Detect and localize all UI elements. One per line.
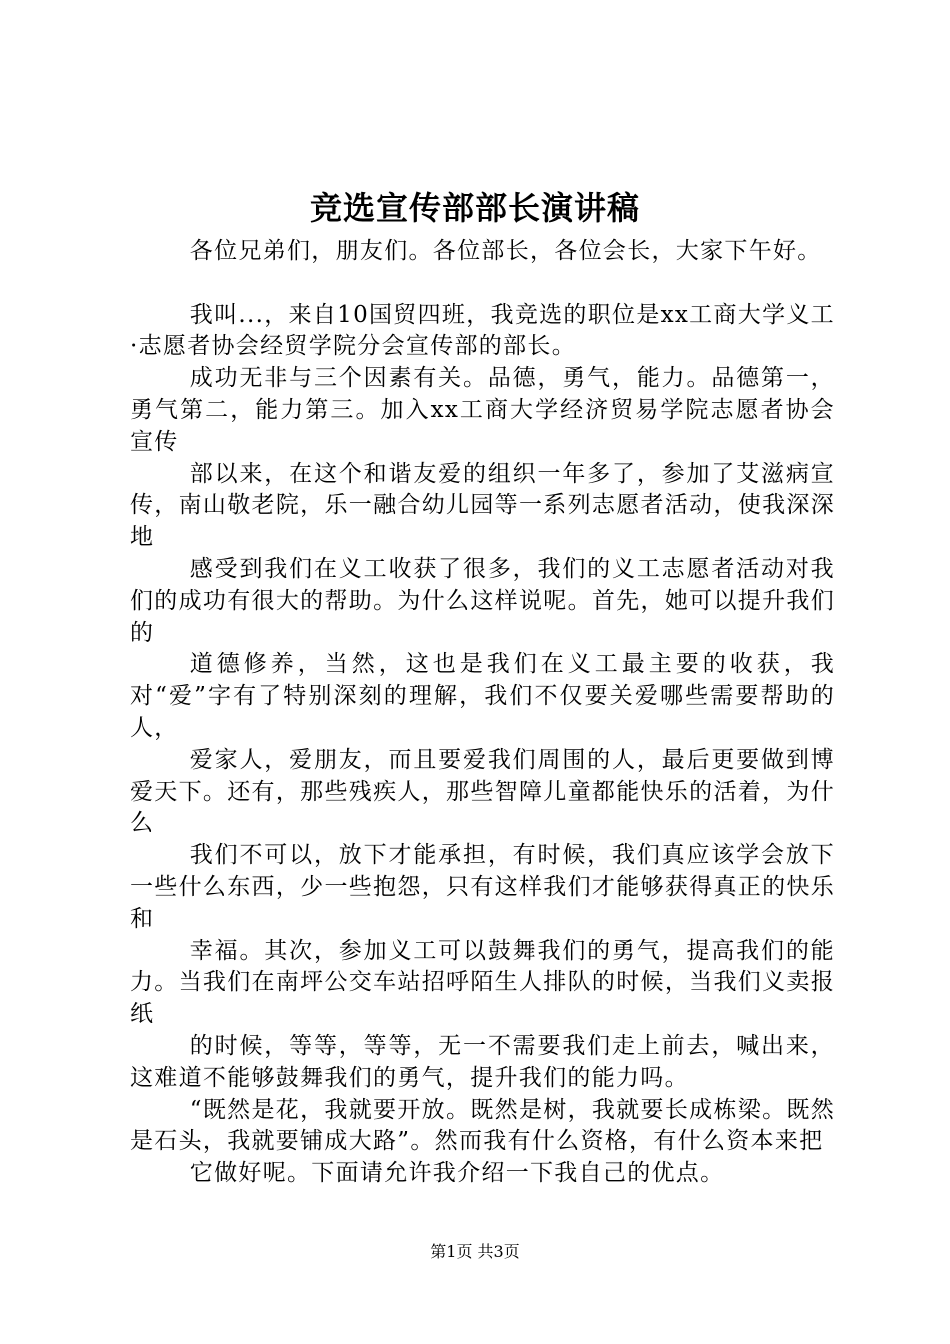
paragraph: 我们不可以，放下才能承担，有时候，我们真应该学会放下一些什么东西，少一些抱怨，只有这样我们才能够获得真正的快乐和 — [130, 842, 835, 932]
document-body — [130, 236, 835, 1190]
paragraph: 我叫...，来自10国贸四班，我竞选的职位是xx工商大学义工·志愿者协会经贸学院分会宣传部的部长。 — [130, 301, 835, 360]
paragraph: 幸福。其次，参加义工可以鼓舞我们的勇气，提高我们的能力。当我们在南坪公交车站招呼陌生人排队的时候，当我们义卖报纸 — [130, 937, 835, 1028]
paragraph: 爱家人，爱朋友，而且要爱我们周围的人，最后更要做到博爱天下。还有，那些残疾人，那些智障儿童都能快乐的活着，为什么 — [130, 746, 835, 837]
paragraph: 的时候，等等，等等，无一不需要我们走上前去，喊出来，这难道不能够鼓舞我们的勇气，提升我们的能力吗。 — [130, 1032, 835, 1091]
page-footer: 第1页 共3页 — [430, 1242, 520, 1261]
paragraph: 部以来，在这个和谐友爱的组织一年多了，参加了艾滋病宣传，南山敬老院，乐一融合幼儿园等一系列志愿者活动，使我深深地 — [130, 460, 835, 551]
paragraph: 道德修养，当然，这也是我们在义工最主要的收获，我对“爱”字有了特别深刻的理解，我们不仅要关爱哪些需要帮助的人， — [130, 651, 835, 741]
paragraph-greeting: 各位兄弟们，朋友们。各位部长，各位会长，大家下午好。 — [189, 238, 822, 264]
paragraph: “既然是花，我就要开放。既然是树，我就要长成栋梁。既然是石头，我就要铺成大路”。然而我有什么资格，有什么资本来把 — [130, 1096, 835, 1155]
paragraph: 感受到我们在义工收获了很多，我们的义工志愿者活动对我们的成功有很大的帮助。为什么这样说呢。首先，她可以提升我们的 — [130, 555, 835, 646]
document-title: 竞选宣传部部长演讲稿 — [309, 189, 640, 227]
paragraph: 它做好呢。下面请允许我介绍一下我自己的优点。 — [189, 1160, 725, 1187]
paragraph: 成功无非与三个因素有关。品德，勇气，能力。品德第一，勇气第二，能力第三。加入xx工商大学经济贸易学院志愿者协会宣传 — [130, 365, 835, 455]
